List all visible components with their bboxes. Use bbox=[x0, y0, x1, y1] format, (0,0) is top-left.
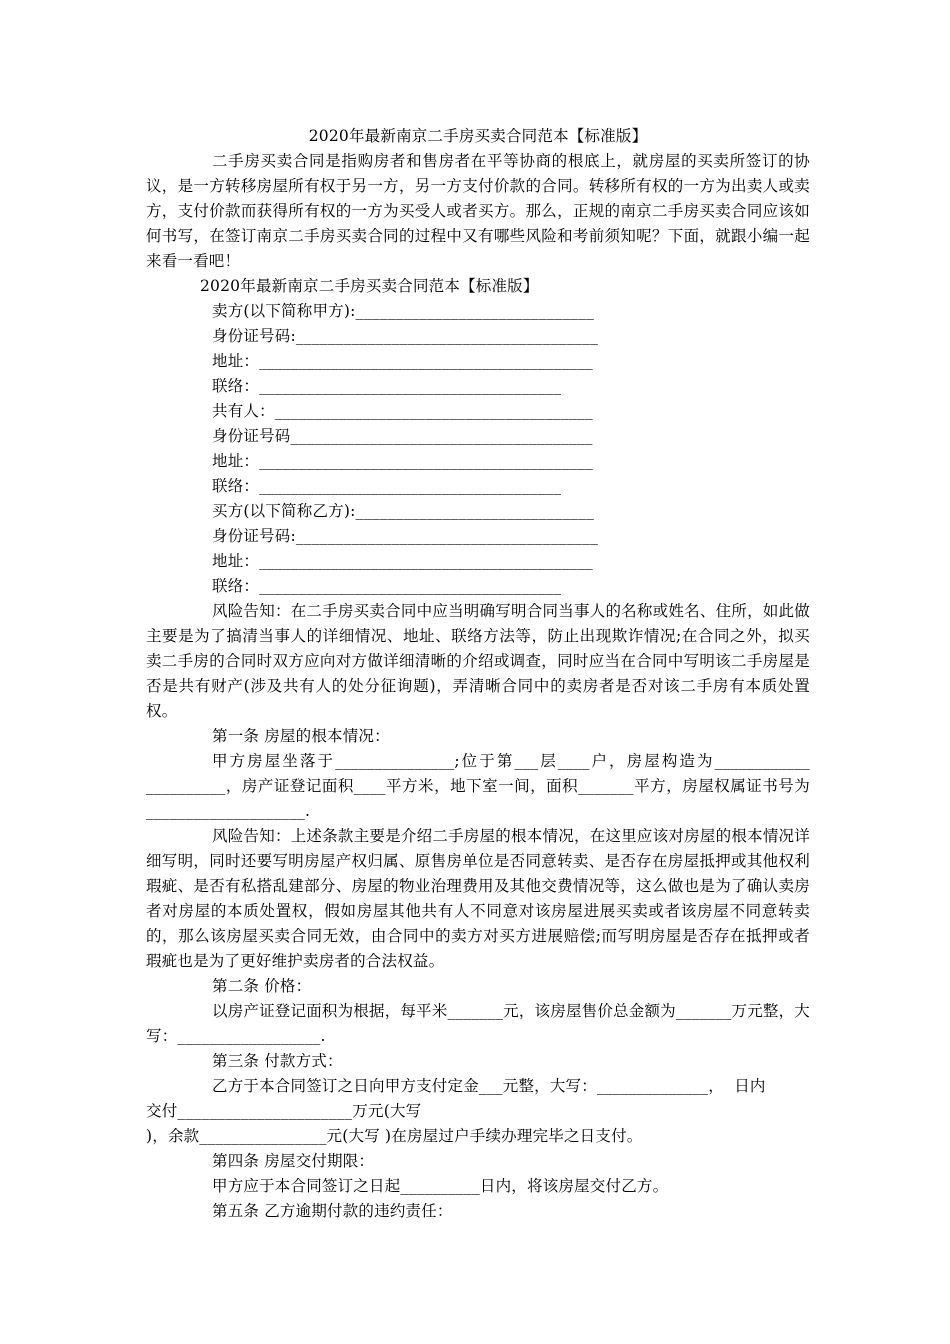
co-owner-field: 共有人：________________________________________ bbox=[212, 402, 593, 420]
document-subtitle: 2020年最新南京二手房买卖合同范本【标准版】 bbox=[200, 277, 539, 295]
seller-address-field: 地址：__________________________________________ bbox=[212, 352, 594, 370]
contract-document bbox=[146, 124, 810, 1224]
buyer-name-field: 买方(以下简称乙方):______________________________ bbox=[212, 502, 595, 520]
article-3-line-3: )，余款________________元(大写 )在房屋过户手续办理完毕之日支付。 bbox=[146, 1127, 643, 1145]
seller-id-field: 身份证号码:______________________________________ bbox=[212, 327, 599, 345]
article-4-body: 甲方应于本合同签订之日起__________日内，将该房屋交付乙方。 bbox=[212, 1177, 669, 1195]
article-3-line-2: 交付______________________万元(大写 bbox=[146, 1102, 422, 1120]
party-fields bbox=[146, 299, 810, 599]
buyer-contact-field: 联络：______________________________________ bbox=[212, 577, 562, 595]
article-4-heading: 第四条 房屋交付期限： bbox=[212, 1152, 375, 1170]
article-1-body: 甲方房屋坐落于_______________;位于第___层____户，房屋构造为____________ __________，房产证登记面积____平方米，地下室一间，面积_______平方，房屋权属证书号为____________________. bbox=[146, 752, 810, 820]
buyer-address-field: 地址：__________________________________________ bbox=[212, 552, 594, 570]
risk-notice-2: 风险告知：上述条款主要是介绍二手房屋的根本情况，在这里应该对房屋的根本情况详细写明，同时还要写明房屋产权归属、原售房单位是否同意转卖、是否存在房屋抵押或其他权利瑕疵、是否有私搭乱建部分、房屋的物业治理费用及其他交费情况等，这么做也是为了确认卖房者对房屋的本质处置权，假如房屋其他共有人不同意对该房屋进展买卖或者该房屋不同意转卖的，那么该房屋买卖合同无效，由合同中的卖方对买方进展赔偿;而写明房屋是否存在抵押或者瑕疵也是为了更好维护卖房者的合法权益。 bbox=[146, 827, 810, 970]
article-2-heading: 第二条 价格： bbox=[212, 977, 312, 995]
article-5-heading: 第五条 乙方逾期付款的违约责任： bbox=[212, 1202, 453, 1220]
co-owner-contact-field: 联络：______________________________________ bbox=[212, 477, 562, 495]
seller-name-field: 卖方(以下简称甲方):______________________________ bbox=[212, 302, 595, 320]
article-2-body: 以房产证登记面积为根据，每平米_______元，该房屋售价总金额为_______万元整，大写：__________________. bbox=[146, 1002, 811, 1045]
risk-notice-1: 风险告知：在二手房买卖合同中应当明确写明合同当事人的名称或姓名、住所，如此做主要是为了搞清当事人的详细情况、地址、联络方法等，防止出现欺诈情况;在合同之外，拟买卖二手房的合同时双方应向对方做详细清晰的介绍或调查，同时应当在合同中写明该二手房屋是否是共有财产(涉及共有人的处分征询题)，弄清晰合同中的卖房者是否对该二手房有本质处置权。 bbox=[146, 602, 810, 720]
article-3-line-1: 乙方于本合同签订之日向甲方支付定金___元整，大写：______________， 日内 bbox=[212, 1077, 766, 1095]
co-owner-id-field: 身份证号码______________________________________ bbox=[212, 427, 593, 445]
co-owner-address-field: 地址：__________________________________________ bbox=[212, 452, 594, 470]
seller-contact-field: 联络：______________________________________ bbox=[212, 377, 562, 395]
article-3-heading: 第三条 付款方式： bbox=[212, 1052, 343, 1070]
document-title: 2020年最新南京二手房买卖合同范本【标准版】 bbox=[308, 127, 648, 145]
article-1-heading: 第一条 房屋的根本情况： bbox=[212, 727, 390, 745]
buyer-id-field: 身份证号码:______________________________________ bbox=[212, 527, 599, 545]
intro-paragraph: 二手房买卖合同是指购房者和售房者在平等协商的根底上，就房屋的买卖所签订的协议，是一方转移房屋所有权于另一方，另一方支付价款的合同。转移所有权的一方为出卖人或卖方，支付价款而获得所有权的一方为买受人或者买方。那么，正规的南京二手房买卖合同应该如何书写，在签订南京二手房买卖合同的过程中又有哪些风险和考前须知呢？下面，就跟小编一起来看一看吧！ bbox=[146, 152, 810, 270]
